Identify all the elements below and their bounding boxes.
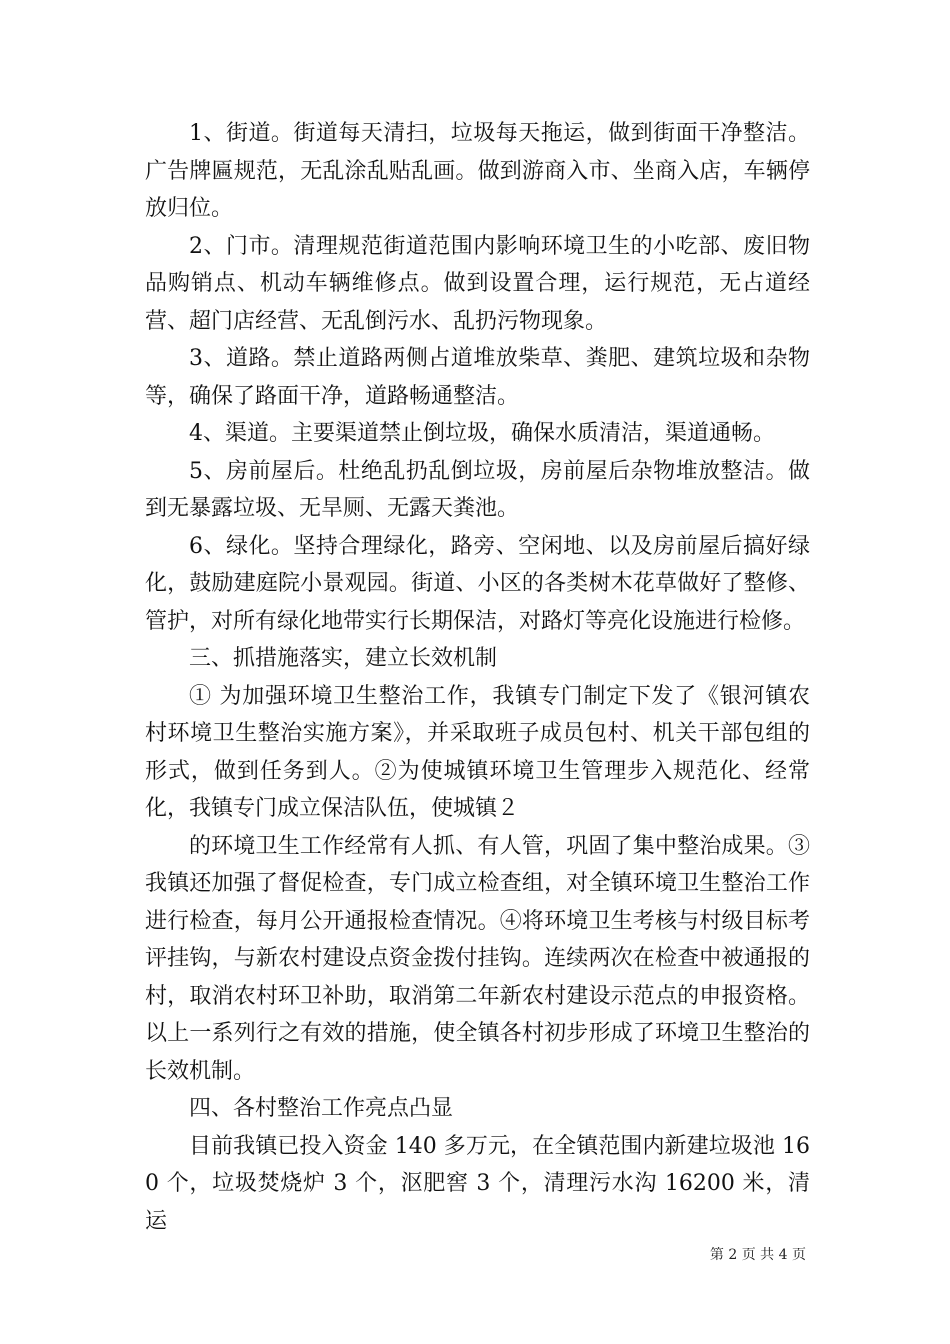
paragraph-channels: 4、渠道。主要渠道禁止倒垃圾，确保水质清洁，渠道通畅。 [189, 421, 775, 446]
paragraph-measures-continued: 的环境卫生工作经常有人抓、有人管，巩固了集中整治成果。③我镇还加强了督促检查，专门成立检查组，对全镇环境卫生整治工作进行检查，每月公开通报检查情况。④将环境卫生考核与村级目标考评挂钩，与新农村建设点资金拨付挂钩。连续两次在检查中被通报的村，取消农村环卫补助，取消第二年新农村建设示范点的申报资格。以上一系列行之有效的措施，使全镇各村初步形成了环境卫生整治的长效机制。 [145, 833, 810, 1084]
paragraph-houses: 5、房前屋后。杜绝乱扔乱倒垃圾，房前屋后杂物堆放整洁。做到无暴露垃圾、无旱厕、无露天粪池。 [145, 458, 810, 521]
paragraph-roads: 3、道路。禁止道路两侧占道堆放柴草、粪肥、建筑垃圾和杂物等，确保了路面干净，道路畅通整洁。 [145, 346, 810, 409]
paragraph-measures: ① 为加强环境卫生整治工作，我镇专门制定下发了《银河镇农村环境卫生整治实施方案》，并采取班子成员包村、机关干部包组的形式，做到任务到人。②为使城镇环境卫生管理步入规范化、经常化，我镇专门成立保洁队伍，使城镇２ [145, 683, 810, 821]
section-heading-three: 三、抓措施落实，建立长效机制 [189, 646, 498, 671]
paragraph-investment: 目前我镇已投入资金 140 多万元，在全镇范围内新建垃圾池 160 个，垃圾焚烧炉 3 个，沤肥窖 3 个，清理污水沟 16200 米，清运 [145, 1133, 810, 1234]
paragraph-greening: 6、绿化。坚持合理绿化，路旁、空闲地、以及房前屋后搞好绿化，鼓励建庭院小景观园。街道、小区的各类树木花草做好了整修、管护，对所有绿化地带实行长期保洁，对路灯等亮化设施进行检修。 [145, 533, 810, 634]
page-number: 第 2 页 共 4 页 [709, 1247, 806, 1263]
section-heading-four: 四、各村整治工作亮点凸显 [189, 1096, 454, 1121]
document-body [145, 115, 810, 1240]
paragraph-storefronts: 2、门市。清理规范街道范围内影响环境卫生的小吃部、废旧物品购销点、机动车辆维修点。做到设置合理，运行规范，无占道经营、超门店经营、无乱倒污水、乱扔污物现象。 [145, 233, 810, 334]
paragraph-streets: 1、街道。街道每天清扫，垃圾每天拖运，做到街面干净整洁。广告牌匾规范，无乱涂乱贴乱画。做到游商入市、坐商入店，车辆停放归位。 [145, 121, 810, 221]
